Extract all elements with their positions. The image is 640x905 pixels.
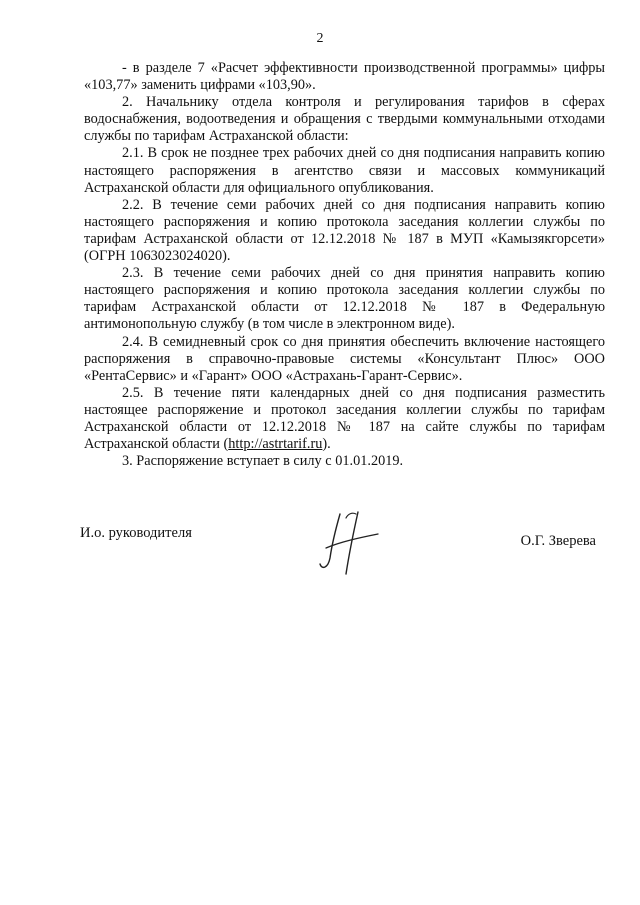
paragraph-item-3: 3. Распоряжение вступает в силу с 01.01.2019. xyxy=(122,453,404,470)
paragraph-item-2-1: 2.1. В срок не позднее трех рабочих дней со дня подписания направить копию настоящего распоряжения в агентство связи и массовых коммуникаций Астраханской области для официального опубликования. xyxy=(84,145,605,196)
paragraph-item-2-4: 2.4. В семидневный срок со дня принятия обеспечить включение настоящего распоряжения в справочно-правовые системы «Консультант Плюс» ООО «РентаСервис» и «Гарант» ООО «Астрахань-Гарант-Сервис». xyxy=(84,333,605,384)
handwritten-signature xyxy=(318,508,380,578)
paragraph-item-2-2: 2.2. В течение семи рабочих дней со дня подписания направить копию настоящего распоряжения и копию протокола заседания коллегии службы по тарифам Астраханской области от 12.12.2018 № 187 в МУП «Камызякгорсети» (ОГРН 1063023024020). xyxy=(84,196,605,265)
paragraph-section-7-change: - в разделе 7 «Расчет эффективности производственной программы» цифры «103,77» заменить цифрами «103,90». xyxy=(84,60,605,94)
paragraph-item-2-5-end: ). xyxy=(322,436,331,453)
page-number: 2 xyxy=(316,31,324,46)
paragraph-item-2-3: 2.3. В течение семи рабочих дней со дня принятия направить копию настоящего распоряжения и копию протокола заседания коллегии службы по тарифам Астраханской области от 12.12.2018 № 187 в Федеральную антимонопольную службу (в том числе в электронном виде). xyxy=(84,265,605,333)
paragraph-item-2-5 xyxy=(84,385,605,453)
paragraph-item-2: 2. Начальнику отдела контроля и регулирования тарифов в сферах водоснабжения, водоотведения и обращения с твердыми коммунальными отходами службы по тарифам Астраханской области: xyxy=(84,94,605,145)
paragraph-item-2-5-text: 2.5. В течение пяти календарных дней со дня подписания разместить настоящее распоряжение и протокол заседания коллегии службы по тарифам Астраханской области от 12.12.2018 № 187 на сайте службы по тарифам Астраханской области ( xyxy=(84,384,605,453)
website-link[interactable]: http://astrtarif.ru xyxy=(228,436,323,453)
document-body xyxy=(84,60,605,470)
signatory-position: И.о. руководителя xyxy=(80,525,192,541)
signatory-name: О.Г. Зверева xyxy=(520,533,596,549)
